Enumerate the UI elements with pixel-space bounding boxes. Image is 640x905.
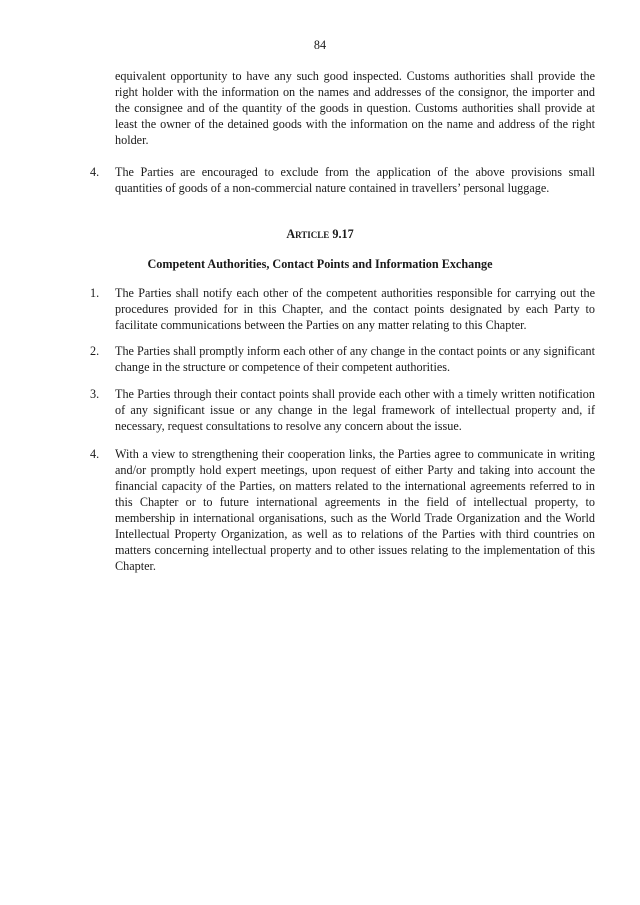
paragraph-number: 3. [90, 387, 100, 401]
paragraph-text: With a view to strengthening their cooperation links, the Parties agree to communicate in writing and/or promptly hold expert meetings, upon request of either Party and taking into account the financial capacity of the Parties, on matters related to the international agreements referred to in this Chapter or to future international agreements in the field of intellectual property, to membership in international organisations, such as the World Trade Organization and the World Intellectual Property Organization, as well as to relations of the Parties with third countries on matters concerning intellectual property and to other issues relating to the implementation of this Chapter. [115, 447, 595, 573]
paragraph-number: 1. [90, 286, 100, 300]
paragraph-text: The Parties shall notify each other of the competent authorities responsible for carrying out the procedures provided for in this Chapter, and the contact points designated by each Party to facilitate communications between the Parties on any matter relating to this Chapter. [115, 286, 595, 332]
paragraph-number: 2. [90, 344, 100, 358]
paragraph-number: 4. [90, 447, 100, 461]
article-paragraph-4 [90, 446, 595, 574]
continuation-paragraph [90, 68, 595, 148]
paragraph-text: The Parties shall promptly inform each other of any change in the contact points or any significant change in the structure or competence of their competent authorities. [115, 344, 595, 374]
article-heading: Article 9.17 [286, 227, 354, 241]
article-paragraph-3 [90, 386, 595, 434]
paragraph-number: 4. [90, 165, 100, 179]
continuation-text: equivalent opportunity to have any such good inspected. Customs authorities shall provide the right holder with the information on the names and addresses of the consignor, the importer and the consignee and of the quantity of the goods in question. Customs authorities shall provide at least the owner of the detained goods with the information on the name and address of the right holder. [115, 69, 595, 147]
paragraph-text: The Parties are encouraged to exclude from the application of the above provisions small quantities of goods of a non-commercial nature contained in travellers’ personal luggage. [115, 165, 595, 195]
paragraph-text: The Parties through their contact points shall provide each other with a timely written notification of any significant issue or any change in the legal framework of intellectual property and, if necessary, request consultations to resolve any concern about the issue. [115, 387, 595, 433]
article-paragraph-1 [90, 285, 595, 333]
article-title: Competent Authorities, Contact Points and Information Exchange [147, 257, 493, 271]
article-paragraph-2 [90, 343, 595, 375]
page-number: 84 [313, 38, 327, 52]
prev-paragraph-4 [90, 164, 595, 196]
